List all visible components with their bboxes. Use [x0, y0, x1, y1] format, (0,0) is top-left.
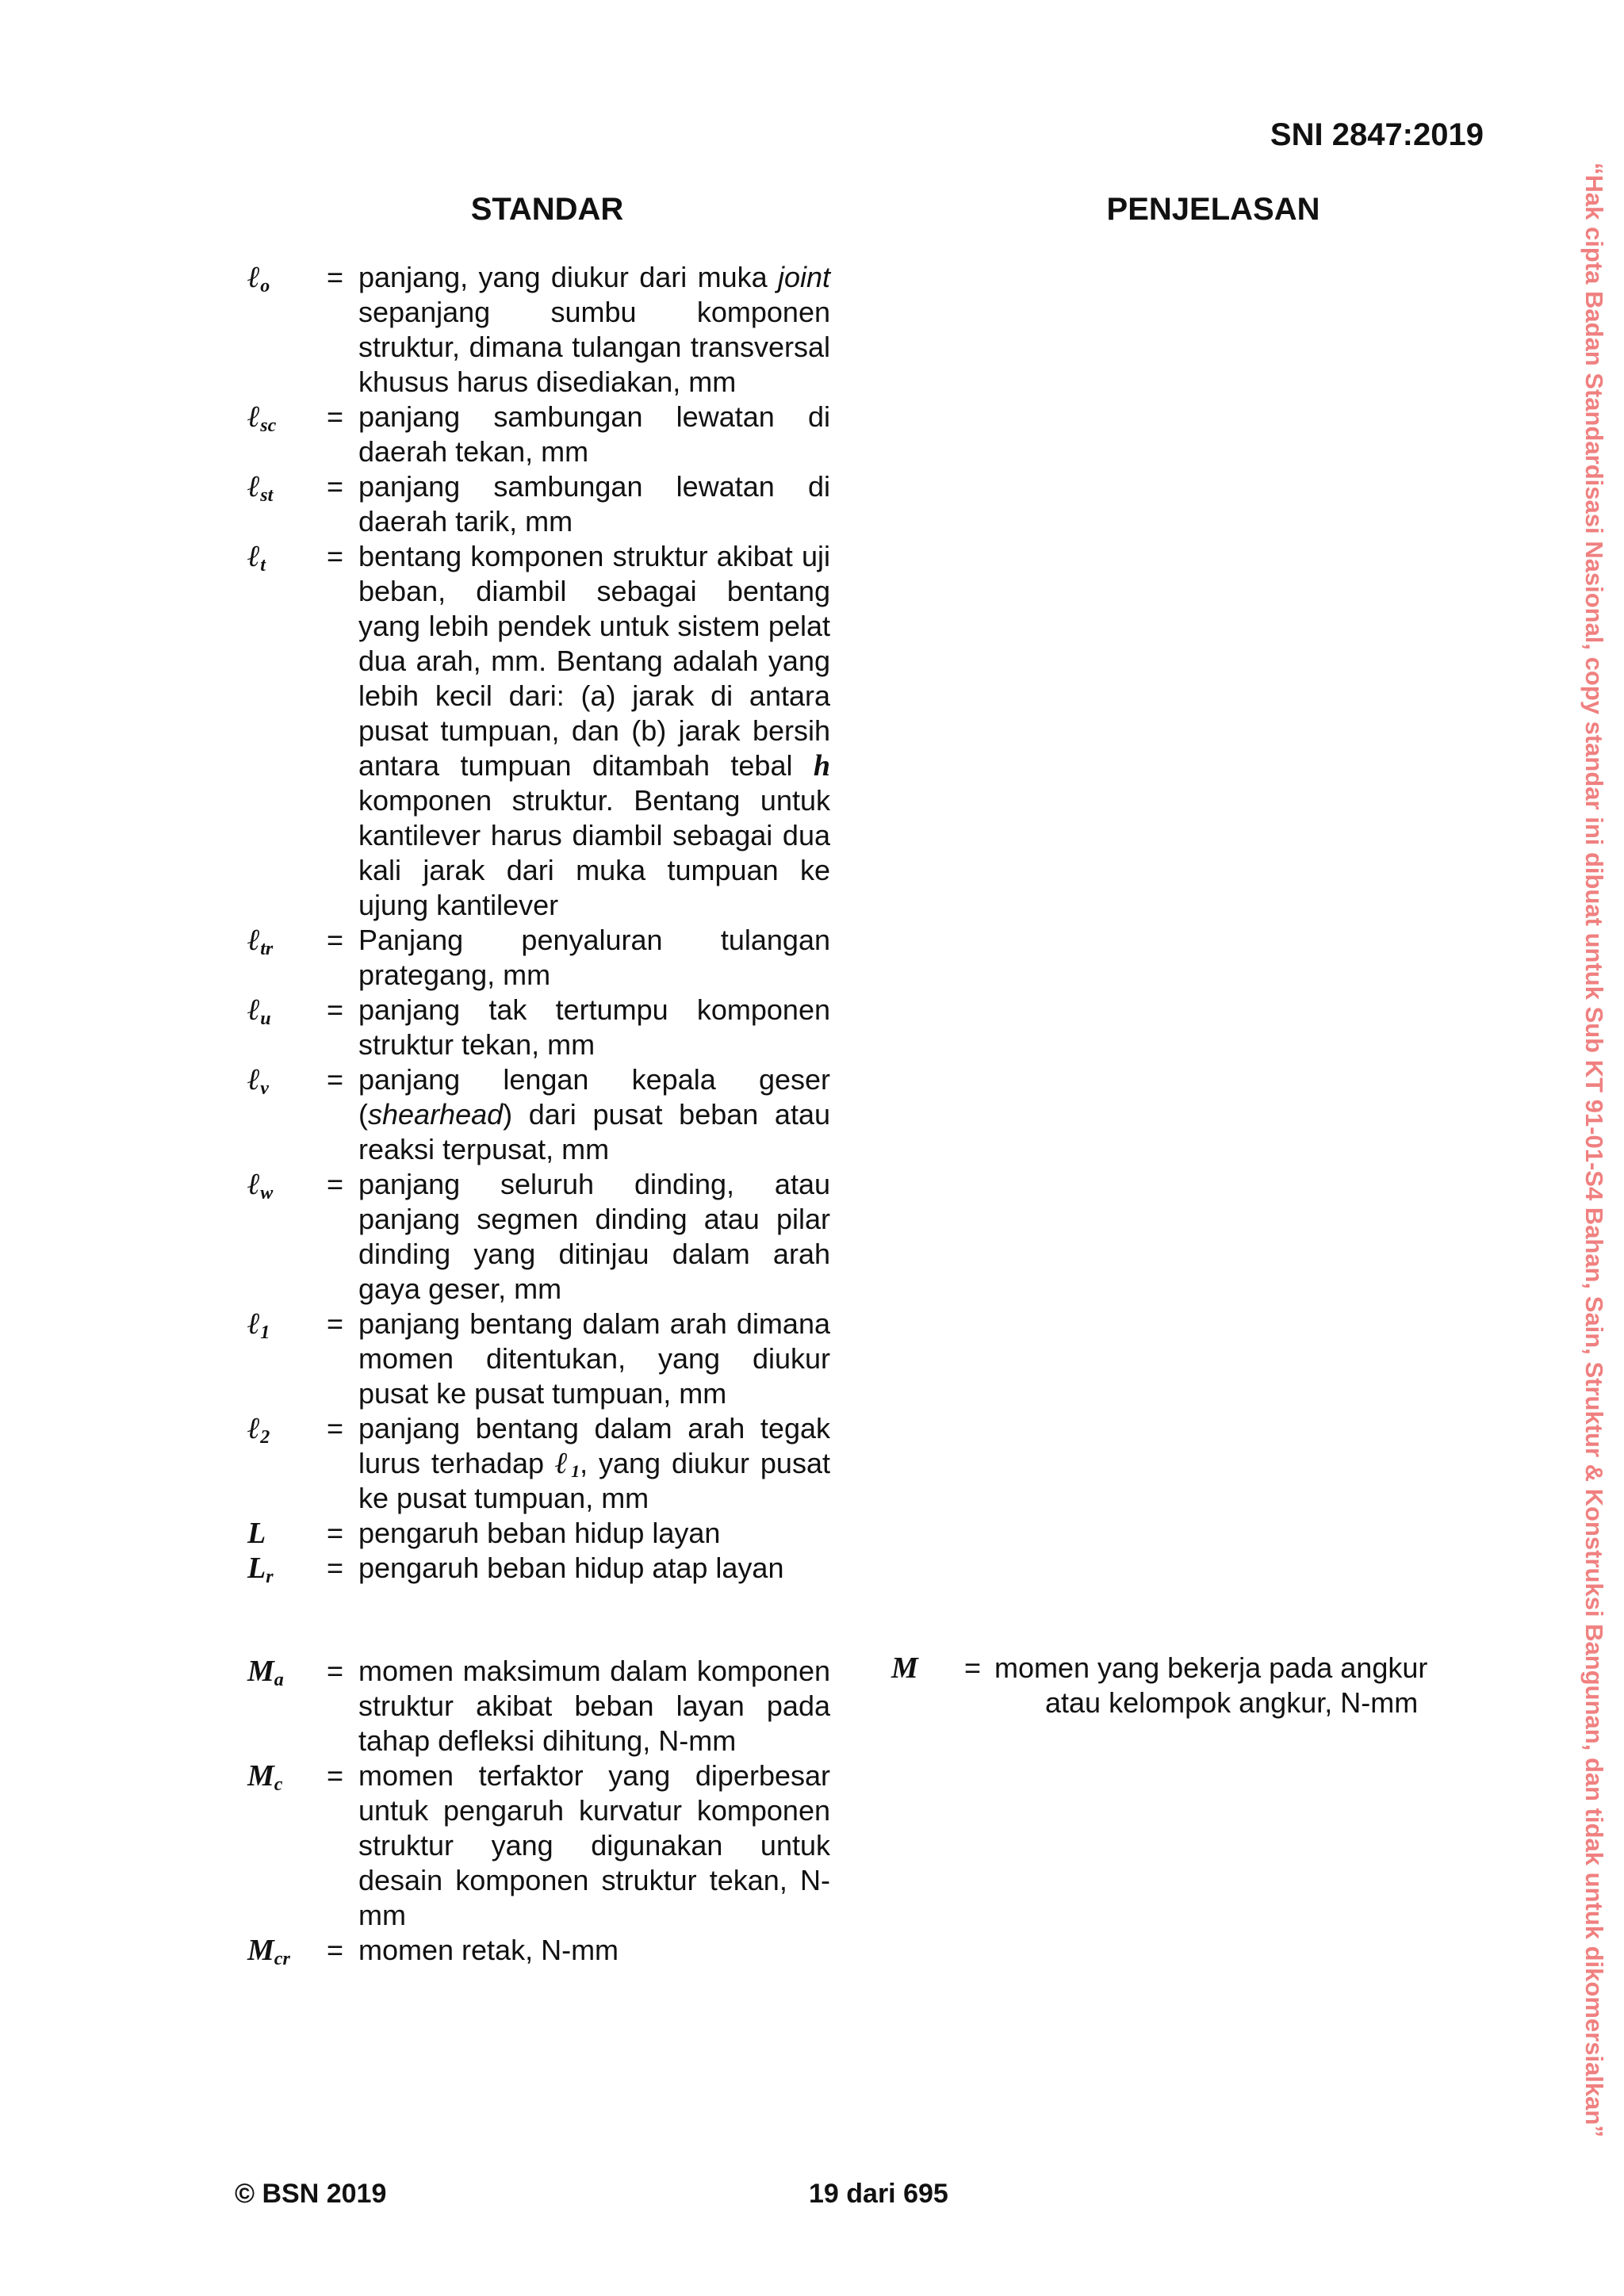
definition-text: panjang seluruh dinding, atau panjang segmen dinding atau pilar dinding yang ditinjau dalam arah gaya geser, mm: [358, 1168, 830, 1305]
symbol: $M_a$: [247, 1655, 284, 1690]
definition-lw: [247, 1167, 830, 1307]
definition-text: panjang bentang dalam arah dimana momen ditentukan, yang diukur pusat ke pusat tumpuan, mm: [358, 1307, 830, 1410]
definition-Mcr: [247, 1933, 830, 1968]
document-id: SNI 2847:2019: [1270, 117, 1484, 152]
equals-sign: =: [327, 993, 344, 1026]
symbol: ℓ$_1$: [247, 1307, 270, 1343]
column-heading-penjelasan: PENJELASAN: [1106, 192, 1320, 227]
definition-text: panjang sambungan lewatan di daerah tekan, mm: [358, 400, 830, 468]
definition-text: momen maksimum dalam komponen struktur akibat beban layan pada tahap defleksi dihitung, N-mm: [358, 1655, 830, 1757]
definition-text: panjang, yang diukur dari muka joint sepanjang sumbu komponen struktur, dimana tulangan transversal khusus harus disediakan, mm: [358, 261, 830, 398]
definition-text: bentang komponen struktur akibat uji beban, diambil sebagai bentang yang lebih pendek untuk sistem pelat dua arah, mm. Bentang adalah yang lebih kecil dari: (a) jarak di antara pusat tumpuan, dan (b) jarak bersih antara tumpuan ditambah tebal h komponen struktur. Bentang untuk kantilever harus diambil sebagai dua kali jarak dari muka tumpuan ke ujung kantilever: [358, 540, 830, 921]
column-heading-standar: STANDAR: [470, 192, 624, 227]
definition-text: pengaruh beban hidup atap layan: [358, 1552, 784, 1584]
definition-l1: [247, 1307, 830, 1411]
symbol: L: [247, 1517, 266, 1550]
definition-Lr: [247, 1551, 830, 1586]
definition-line-1: momen yang bekerja pada angkur: [994, 1651, 1428, 1684]
definition-lst: [247, 469, 830, 539]
equals-sign: =: [964, 1651, 982, 1684]
footer-page-number: 19 dari 695: [809, 2179, 948, 2209]
definition-text: momen retak, N-mm: [358, 1934, 619, 1966]
definition-lsc: [247, 400, 830, 469]
definition-text: momen terfaktor yang diperbesar untuk pengaruh kurvatur komponen struktur yang digunakan untuk desain komponen struktur tekan, N-mm: [358, 1759, 830, 1931]
definition-text: panjang bentang dalam arah tegak lurus terhadap ℓ$_1$, yang diukur pusat ke pusat tumpuan, mm: [358, 1412, 830, 1514]
definition-text: Panjang penyaluran tulangan prategang, mm: [358, 924, 830, 991]
definition-Ma: [247, 1654, 830, 1758]
symbol: $M_c$: [247, 1759, 283, 1795]
symbol: M: [891, 1651, 918, 1685]
symbol: ℓ$_w$: [247, 1168, 274, 1203]
equals-sign: =: [327, 1552, 344, 1584]
equals-sign: =: [327, 1517, 344, 1549]
definition-lv: [247, 1062, 830, 1167]
footer-copyright: © BSN 2019: [235, 2179, 387, 2209]
symbol: ℓ$_u$: [247, 993, 271, 1029]
definition-line-2: atau kelompok angkur, N-mm: [1045, 1686, 1419, 1719]
symbol: ℓ$_{sc}$: [247, 400, 277, 436]
definition-text: panjang sambungan lewatan di daerah tarik, mm: [358, 470, 830, 538]
symbol: $M_{cr}$: [247, 1934, 290, 1969]
definition-ltr: [247, 923, 830, 993]
symbol: ℓ$_2$: [247, 1412, 270, 1448]
equals-sign: =: [327, 261, 344, 293]
symbol: ℓ$_v$: [247, 1063, 269, 1099]
definition-text: [994, 1651, 1494, 1720]
definition-text: panjang tak tertumpu komponen struktur tekan, mm: [358, 993, 830, 1061]
definitions-list: [247, 260, 830, 1968]
equals-sign: =: [327, 400, 344, 433]
spacer: [247, 1586, 830, 1654]
definition-Mc: [247, 1758, 830, 1933]
copyright-watermark: [1579, 55, 1609, 2244]
equals-sign: =: [327, 1934, 344, 1966]
equals-sign: =: [327, 1063, 344, 1096]
definition-l2: [247, 1411, 830, 1516]
definition-lu: [247, 993, 830, 1062]
symbol: ℓ$_o$: [247, 261, 270, 297]
explanation-definition-M: [891, 1651, 1494, 1720]
equals-sign: =: [327, 1655, 344, 1687]
equals-sign: =: [327, 540, 344, 572]
symbol: $L_r$: [247, 1552, 274, 1587]
definition-text: pengaruh beban hidup layan: [358, 1517, 721, 1549]
equals-sign: =: [327, 1759, 344, 1792]
definition-lo: [247, 260, 830, 400]
equals-sign: =: [327, 1168, 344, 1200]
definition-text: panjang lengan kepala geser (shearhead) dari pusat beban atau reaksi terpusat, mm: [358, 1063, 830, 1165]
definition-L: [247, 1516, 830, 1551]
symbol: ℓ$_{st}$: [247, 470, 274, 506]
equals-sign: =: [327, 470, 344, 503]
symbol: ℓ$_{tr}$: [247, 924, 274, 959]
symbol: ℓ$_t$: [247, 540, 266, 576]
watermark-text: “Hak cipta Badan Standardisasi Nasional, copy standar ini dibuat untuk Sub KT 91-01-S4 Bahan, Sain, Struktur & Konstruksi Bangunan, dan tidak untuk dikomersialkan”: [1580, 162, 1608, 2137]
equals-sign: =: [327, 1412, 344, 1445]
equals-sign: =: [327, 924, 344, 956]
equals-sign: =: [327, 1307, 344, 1340]
definition-lt: [247, 539, 830, 923]
